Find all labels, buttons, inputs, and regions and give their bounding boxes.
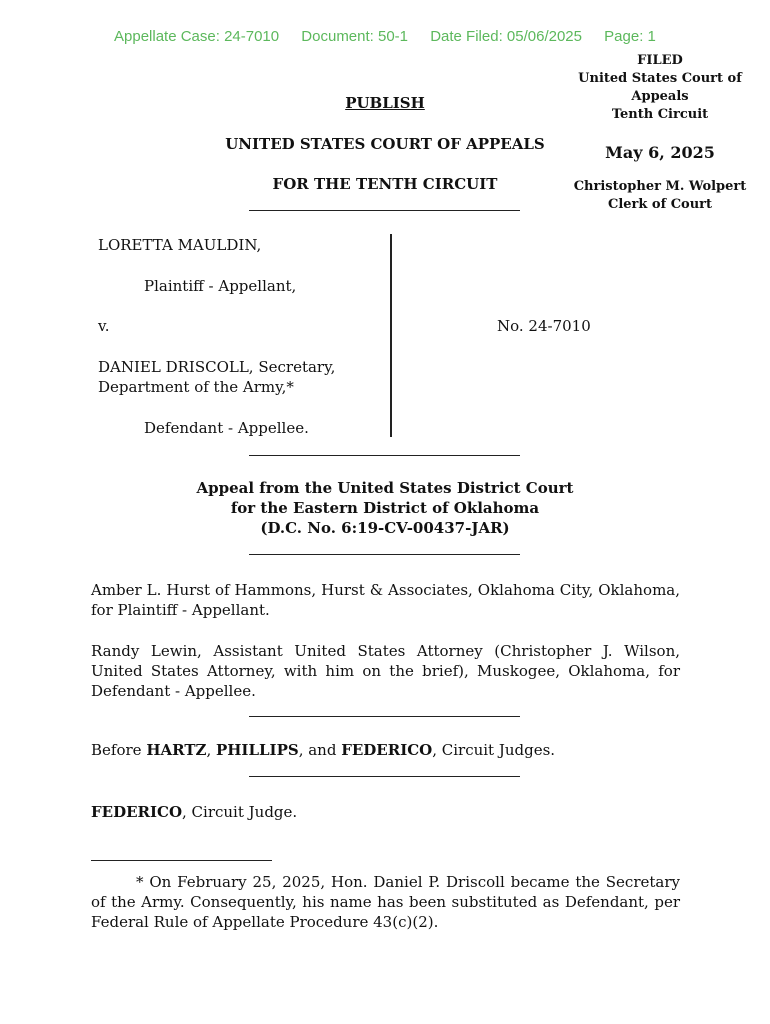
filed-court: United States Court of Appeals	[578, 71, 742, 104]
filing-stamp	[114, 28, 674, 45]
plaintiff-role: Plaintiff - Appellant,	[144, 277, 297, 295]
appeal-line-1: Appeal from the United States District Court	[196, 479, 574, 497]
caption-divider	[390, 234, 392, 437]
filed-date: May 6, 2025	[605, 143, 715, 162]
judge-federico: FEDERICO	[341, 741, 433, 759]
filed-label: FILED	[637, 53, 683, 68]
judge-phillips: PHILLIPS	[215, 741, 299, 759]
panel-before: Before	[91, 741, 147, 759]
opinion-author	[91, 803, 297, 821]
appellant-counsel: Amber L. Hurst of Hammons, Hurst & Associates, Oklahoma City, Oklahoma, for Plaintiff - Appellant.	[91, 581, 680, 619]
divider	[249, 716, 520, 717]
panel-sep-2: , and	[298, 741, 342, 759]
court-heading: UNITED STATES COURT OF APPEALS	[225, 135, 545, 153]
divider	[249, 210, 520, 211]
plaintiff-name: LORETTA MAULDIN,	[98, 236, 262, 254]
appeal-line-2: for the Eastern District of Oklahoma	[230, 499, 540, 517]
filed-circuit: Tenth Circuit	[611, 107, 709, 122]
stamp-document: Document: 50-1	[301, 28, 409, 45]
defendant-name: DANIEL DRISCOLL, Secretary,	[98, 358, 336, 376]
author-name: FEDERICO	[91, 803, 183, 821]
author-title: , Circuit Judge.	[182, 803, 298, 821]
divider	[249, 776, 520, 777]
appellee-counsel: Randy Lewin, Assistant United States Attorney (Christopher J. Wilson, United States Attorney, with him on the brief), Muskogee, Oklahoma, for Defendant - Appellee.	[91, 642, 680, 700]
defendant-role: Defendant - Appellee.	[144, 419, 309, 437]
judge-hartz: HARTZ	[146, 741, 207, 759]
stamp-date-filed: Date Filed: 05/06/2025	[430, 28, 582, 45]
clerk-title: Clerk of Court	[607, 197, 713, 212]
versus: v.	[98, 317, 110, 335]
case-number: No. 24-7010	[497, 317, 591, 335]
panel-suffix: , Circuit Judges.	[432, 741, 556, 759]
clerk-name: Christopher M. Wolpert	[573, 179, 747, 194]
footnote: * On February 25, 2025, Hon. Daniel P. Driscoll became the Secretary of the Army. Consequently, his name has been substituted as Defendant, per Federal Rule of Appellate Procedure 43(c)(2).	[91, 873, 680, 931]
appeal-line-3: (D.C. No. 6:19-CV-00437-JAR)	[260, 519, 510, 537]
panel-sep-1: ,	[206, 741, 216, 759]
defendant-title: Department of the Army,*	[98, 378, 294, 396]
filed-block	[552, 52, 768, 214]
divider	[249, 455, 520, 456]
footnote-divider	[91, 860, 272, 861]
stamp-page: Page: 1	[604, 28, 656, 45]
divider	[249, 554, 520, 555]
panel-line	[91, 741, 555, 759]
publish-heading: PUBLISH	[345, 94, 425, 112]
stamp-case: Appellate Case: 24-7010	[114, 28, 280, 45]
circuit-heading: FOR THE TENTH CIRCUIT	[272, 175, 498, 193]
